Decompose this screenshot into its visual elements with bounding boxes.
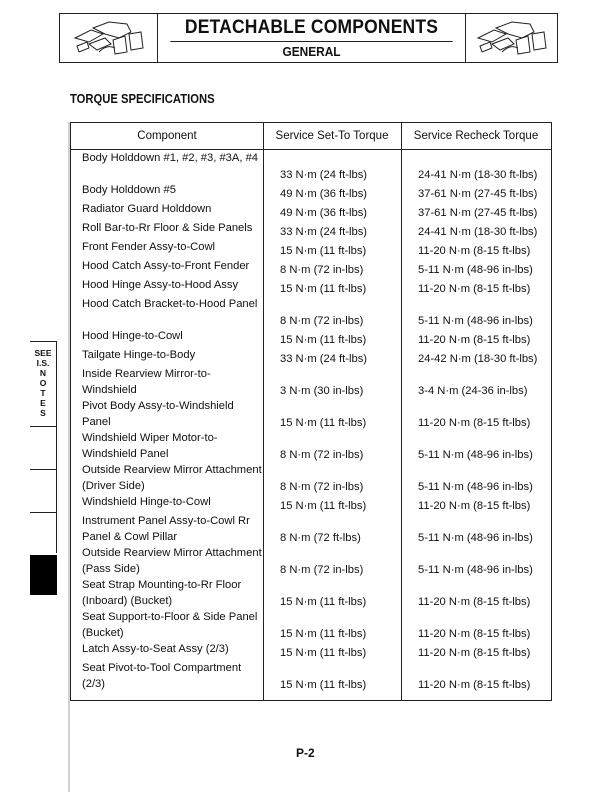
- component-cell: Hood Hinge Assy-to-Hood Assy: [82, 279, 239, 291]
- side-tab-text: SEE: [34, 348, 52, 358]
- component-cell: Windshield Wiper Motor-to-Windshield Panel: [82, 432, 218, 460]
- component-cell: Latch Assy-to-Seat Assy (2/3): [82, 643, 229, 655]
- component-cell: Pivot Body Assy-to-Windshield Panel: [82, 400, 234, 428]
- tab-divider: [30, 469, 57, 512]
- table-row: [71, 495, 551, 514]
- column-header-component: Component: [137, 130, 197, 142]
- torque-spec-table: [70, 122, 552, 701]
- component-cell: Tailgate Hinge-to-Body: [82, 349, 196, 361]
- recheck-torque-cell: 11-20 N·m (8-15 ft-lbs): [418, 333, 531, 346]
- table-row: [71, 578, 551, 610]
- set-to-torque-cell: 15 N·m (11 ft-lbs): [280, 416, 367, 429]
- component-cell: Hood Hinge-to-Cowl: [82, 330, 183, 342]
- table-row: [71, 514, 551, 546]
- component-cell: Hood Catch Bracket-to-Hood Panel: [82, 298, 258, 310]
- side-tab-text: O: [39, 378, 47, 388]
- tab-divider: [30, 426, 57, 469]
- table-row: [71, 348, 551, 367]
- component-cell: Body Holddown #1, #2, #3, #3A, #4: [82, 152, 259, 164]
- recheck-torque-cell: 11-20 N·m (8-15 ft-lbs): [418, 416, 531, 429]
- set-to-torque-cell: 49 N·m (36 ft-lbs): [280, 206, 368, 219]
- header-title: DETACHABLE COMPONENTS: [170, 14, 452, 42]
- recheck-torque-cell: 5-11 N·m (48-96 in-lbs): [418, 314, 533, 327]
- recheck-torque-cell: 37-61 N·m (27-45 ft-lbs): [418, 187, 538, 200]
- component-cell: Seat Strap Mounting-to-Rr Floor (Inboard) (Bucket): [82, 579, 242, 607]
- recheck-torque-cell: 5-11 N·m (48-96 in-lbs): [418, 263, 533, 276]
- component-cell: Radiator Guard Holddown: [82, 203, 212, 215]
- table-row: [71, 610, 551, 642]
- table-row: [71, 642, 551, 661]
- set-to-torque-cell: 15 N·m (11 ft-lbs): [280, 244, 367, 257]
- exploded-vehicle-icon: [465, 14, 557, 62]
- component-cell: Seat Pivot-to-Tool Compartment (2/3): [82, 662, 242, 690]
- set-to-torque-cell: 15 N·m (11 ft-lbs): [280, 646, 367, 659]
- component-cell: Windshield Hinge-to-Cowl: [82, 496, 211, 508]
- set-to-torque-cell: 49 N·m (36 ft-lbs): [280, 187, 368, 200]
- recheck-torque-cell: 11-20 N·m (8-15 ft-lbs): [418, 646, 531, 659]
- section-marker-block: [30, 555, 57, 595]
- side-tab-text: T: [40, 388, 46, 398]
- set-to-torque-cell: 8 N·m (72 in-lbs): [280, 480, 364, 493]
- set-to-torque-cell: 15 N·m (11 ft-lbs): [280, 595, 367, 608]
- set-to-torque-cell: 3 N·m (30 in-lbs): [280, 384, 364, 397]
- table-row: [71, 259, 551, 278]
- set-to-torque-cell: 33 N·m (24 ft-lbs): [280, 225, 368, 238]
- component-cell: Seat Support-to-Floor & Side Panel (Bucket): [82, 611, 258, 639]
- recheck-torque-cell: 11-20 N·m (8-15 ft-lbs): [418, 627, 531, 640]
- set-to-torque-cell: 15 N·m (11 ft-lbs): [280, 678, 367, 691]
- column-header-recheck: Service Recheck Torque: [413, 130, 539, 142]
- tab-divider: [30, 512, 57, 553]
- set-to-torque-cell: 8 N·m (72 in-lbs): [280, 563, 364, 576]
- table-row: [71, 367, 551, 399]
- set-to-torque-cell: 33 N·m (24 ft-lbs): [280, 168, 368, 181]
- side-tab-text: E: [40, 398, 46, 408]
- set-to-torque-cell: 8 N·m (72 in-lbs): [280, 263, 364, 276]
- recheck-torque-cell: 11-20 N·m (8-15 ft-lbs): [418, 282, 531, 295]
- margin-rule: [68, 122, 70, 792]
- set-to-torque-cell: 8 N·m (72 in-lbs): [280, 448, 364, 461]
- section-title: TORQUE SPECIFICATIONS: [70, 92, 215, 106]
- component-cell: Outside Rearview Mirror Attachment (Driver Side): [82, 464, 262, 492]
- set-to-torque-cell: 15 N·m (11 ft-lbs): [280, 282, 367, 295]
- recheck-torque-cell: 37-61 N·m (27-45 ft-lbs): [418, 206, 538, 219]
- table-row: [71, 463, 551, 495]
- table-row: [71, 297, 551, 329]
- recheck-torque-cell: 24-42 N·m (18-30 ft-lbs): [418, 352, 538, 365]
- table-row: [71, 661, 551, 693]
- component-cell: Hood Catch Assy-to-Front Fender: [82, 260, 250, 272]
- table-header: [71, 123, 551, 150]
- component-cell: Front Fender Assy-to-Cowl: [82, 241, 216, 253]
- side-tab-text: I.S.: [36, 358, 50, 368]
- see-is-notes-label: [30, 341, 57, 426]
- side-tab: [30, 341, 57, 595]
- component-cell: Roll Bar-to-Rr Floor & Side Panels: [82, 222, 253, 234]
- recheck-torque-cell: 11-20 N·m (8-15 ft-lbs): [418, 499, 531, 512]
- recheck-torque-cell: 24-41 N·m (18-30 ft-lbs): [418, 225, 538, 238]
- recheck-torque-cell: 11-20 N·m (8-15 ft-lbs): [418, 595, 531, 608]
- column-header-set-to: Service Set-To Torque: [275, 130, 389, 142]
- component-cell: Body Holddown #5: [82, 184, 176, 196]
- table-row: [71, 546, 551, 578]
- header-subtitle: GENERAL: [282, 45, 341, 59]
- table-row: [71, 202, 551, 221]
- table-row: [71, 221, 551, 240]
- recheck-torque-cell: 24-41 N·m (18-30 ft-lbs): [418, 168, 538, 181]
- table-row: [71, 151, 551, 183]
- table-row: [71, 183, 551, 202]
- set-to-torque-cell: 15 N·m (11 ft-lbs): [280, 333, 367, 346]
- recheck-torque-cell: 11-20 N·m (8-15 ft-lbs): [418, 244, 531, 257]
- component-cell: Inside Rearview Mirror-to-Windshield: [82, 368, 211, 396]
- table-row: [71, 278, 551, 297]
- recheck-torque-cell: 3-4 N·m (24-36 in-lbs): [418, 384, 528, 397]
- table-row: [71, 240, 551, 259]
- set-to-torque-cell: 8 N·m (72 in-lbs): [280, 314, 364, 327]
- component-cell: Outside Rearview Mirror Attachment (Pass Side): [82, 547, 262, 575]
- set-to-torque-cell: 8 N·m (72 ft-lbs): [280, 531, 361, 544]
- side-tab-text: S: [40, 408, 46, 418]
- recheck-torque-cell: 5-11 N·m (48-96 in-lbs): [418, 563, 533, 576]
- component-cell: Instrument Panel Assy-to-Cowl Rr Panel & Cowl Pillar: [82, 515, 250, 543]
- table-row: [71, 431, 551, 463]
- recheck-torque-cell: 5-11 N·m (48-96 in-lbs): [418, 480, 533, 493]
- side-tab-text: N: [39, 368, 47, 378]
- table-row: [71, 329, 551, 348]
- set-to-torque-cell: 15 N·m (11 ft-lbs): [280, 627, 367, 640]
- recheck-torque-cell: 11-20 N·m (8-15 ft-lbs): [418, 678, 531, 691]
- page-number: P-2: [296, 746, 315, 760]
- set-to-torque-cell: 15 N·m (11 ft-lbs): [280, 499, 367, 512]
- table-row: [71, 399, 551, 431]
- recheck-torque-cell: 5-11 N·m (48-96 in-lbs): [418, 531, 533, 544]
- recheck-torque-cell: 5-11 N·m (48-96 in-lbs): [418, 448, 533, 461]
- set-to-torque-cell: 33 N·m (24 ft-lbs): [280, 352, 368, 365]
- exploded-vehicle-icon: [60, 14, 158, 62]
- header-banner: [59, 13, 558, 63]
